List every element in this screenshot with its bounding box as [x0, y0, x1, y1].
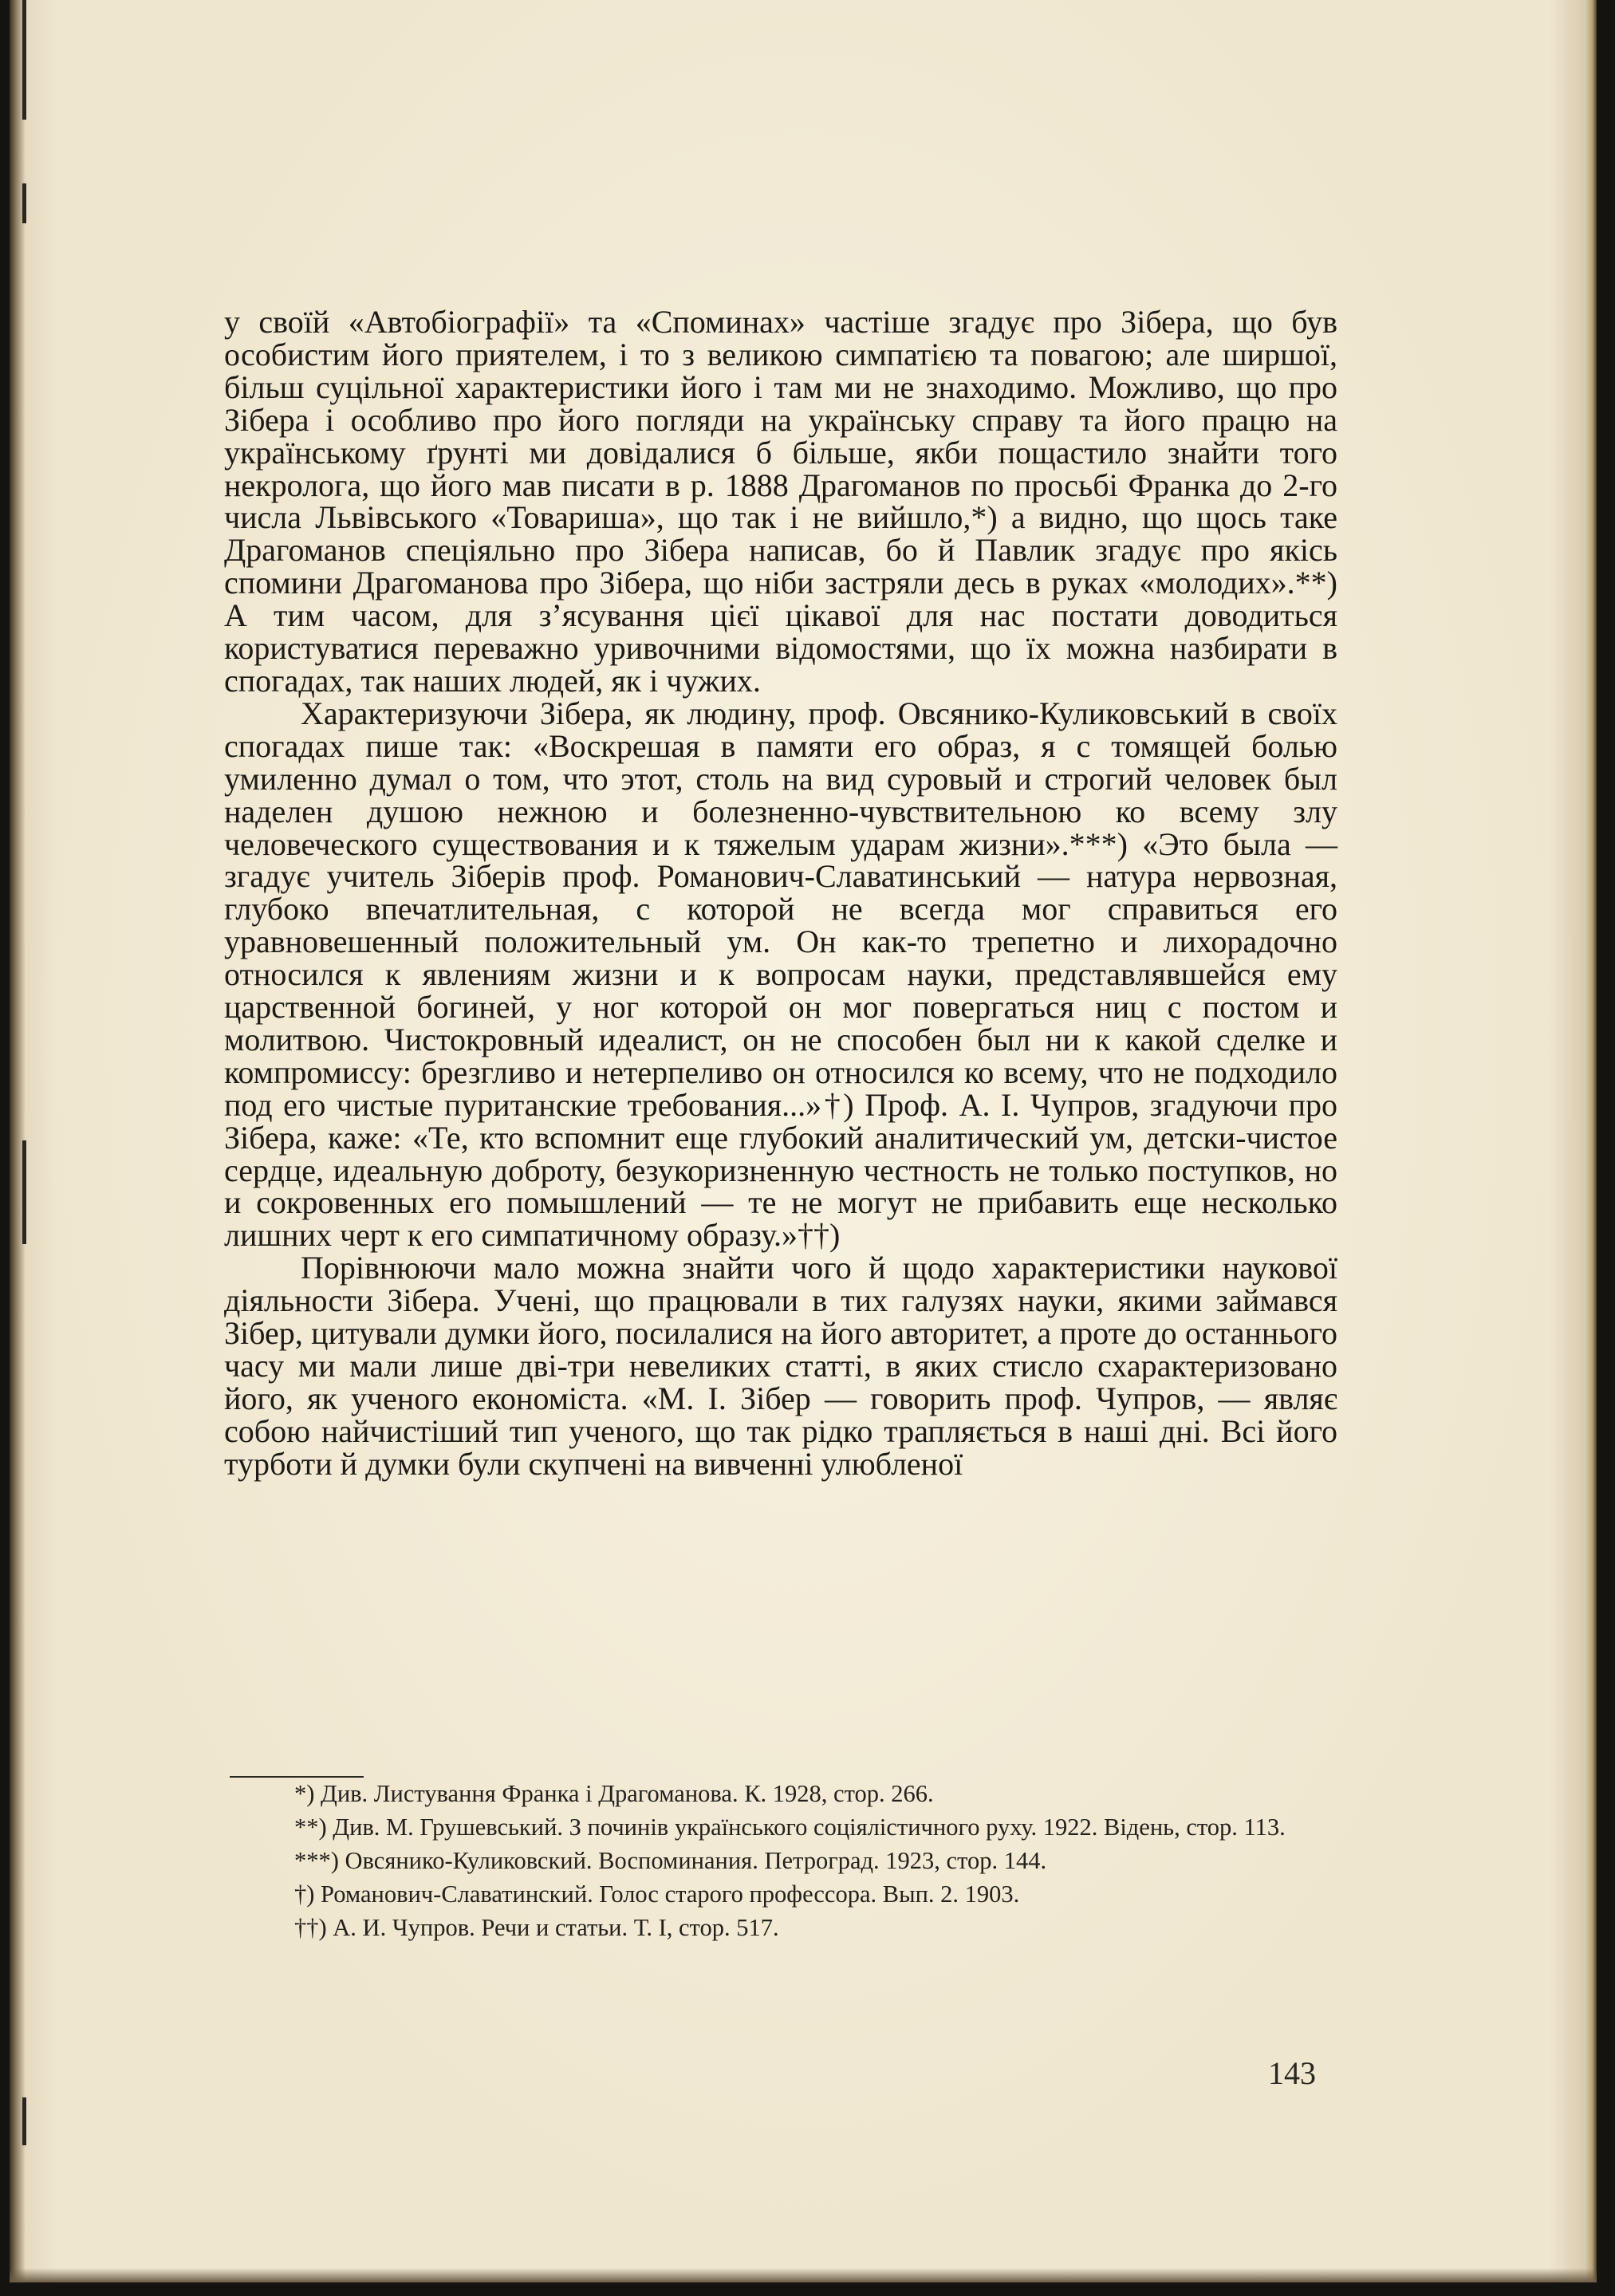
- footnote-separator: [230, 1776, 364, 1778]
- footnote: **) Див. М. Грушевський. З починів українського соціялістичного руху. 1922. Відень, стор. 113.: [294, 1814, 1286, 1841]
- binding-mark: [22, 0, 26, 120]
- page-bottom-edge: [10, 2268, 1597, 2282]
- paragraph: Характеризуючи Зібера, як людину, проф. Овсянико-Куликовський в своїх спогадах пише так: «Воскрешая в памяти его образ, я с томящей болью умиленно думал о том, что этот, столь на вид суровый и строгий человек был наделен душою нежною и болезненно-чувствительною ко всему злу человеческого существования и к тяжелым ударам жизни».***) «Это была — згадує учитель Зіберів проф. Романович-Славатинський — натура нервозная, глубоко впечатлительная, с которой не всегда мог справиться его уравновешенный положительный ум. Он как-то трепетно и лихорадочно относился к явлениям жизни и к вопросам науки, представлявшейся ему царственной богиней, у ног которой он мог повергаться ниц с постом и молитвою. Чистокровный идеалист, он не способен был ни к какой сделке и компромиссу: брезгливо и нетерпеливо он относился ко всему, что не подходило под его чистые пуританские требования...»†) Проф. А. І. Чупров, згадуючи про Зібера, каже: «Те, кто вспомнит еще глубокий аналитический ум, детски-чистое сердце, идеальную доброту, безукоризненную честность не только поступков, но и сокровенных его помышлений — те не могут не прибавить еще несколько лишних черт к его симпатичному образу.»††): [224, 695, 1337, 1254]
- footnote: †) Романович-Славатинский. Голос старого профессора. Вып. 2. 1903.: [294, 1881, 1020, 1908]
- paragraph: Порівнюючи мало можна знайти чого й щодо характеристики наукової діяльности Зібера. Учені, що працювали в тих галузях науки, якими займався Зібер, цитували думки його, посилалися на його авторитет, а проте до останнього часу ми мали лише дві-три невеликих статті, в яких стисло схарактеризовано його, як ученого економіста. «М. І. Зібер — говорить проф. Чупров, — являє собою найчистіший тип ученого, що так рідко трапляється в наші дні. Всі його турботи й думки були скупчені на вивченні улюбленої: [224, 1250, 1337, 1482]
- footnotes: [224, 1780, 1337, 1947]
- binding-mark: [22, 183, 26, 223]
- page-number: 143: [1268, 2055, 1316, 2091]
- binding-mark: [22, 1140, 26, 1244]
- footnote: *) Див. Листування Франка і Драгоманова. К. 1928, стор. 266.: [294, 1780, 934, 1807]
- book-page: [10, 0, 1597, 2282]
- paragraph: у своїй «Автобіографії» та «Споминах» частіше згадує про Зібера, що був особистим його приятелем, і то з великою симпатією та повагою; але ширшої, більш суцільної характеристики його і там ми не знаходимо. Можливо, що про Зібера і особливо про його погляди на українську справу та його працю на українському ґрунті ми довідалися б більше, якби пощастило знайти того некролога, що його мав писати в р. 1888 Драгоманов по просьбі Франка до 2-го числа Львівського «Товариша», що так і не вийшло,*) а видно, що щось таке Драгоманов спеціяльно про Зібера написав, бо й Павлик згадує про якісь спомини Драгоманова про Зібера, що ніби застряли десь в руках «молодих».**) А тим часом, для з’ясування цієї цікавої для нас постати доводиться користуватися переважно уривочними відомостями, що їх можна назбирати в спогадах, так наших людей, як і чужих.: [224, 304, 1337, 699]
- main-text: [224, 306, 1337, 1481]
- page-right-edge: [1585, 0, 1597, 2282]
- footnote: ***) Овсянико-Куликовский. Воспоминания. Петроград. 1923, стор. 144.: [294, 1847, 1047, 1874]
- footnote: ††) А. И. Чупров. Речи и статьи. Т. І, стор. 517.: [294, 1914, 779, 1941]
- binding-mark: [22, 2097, 26, 2145]
